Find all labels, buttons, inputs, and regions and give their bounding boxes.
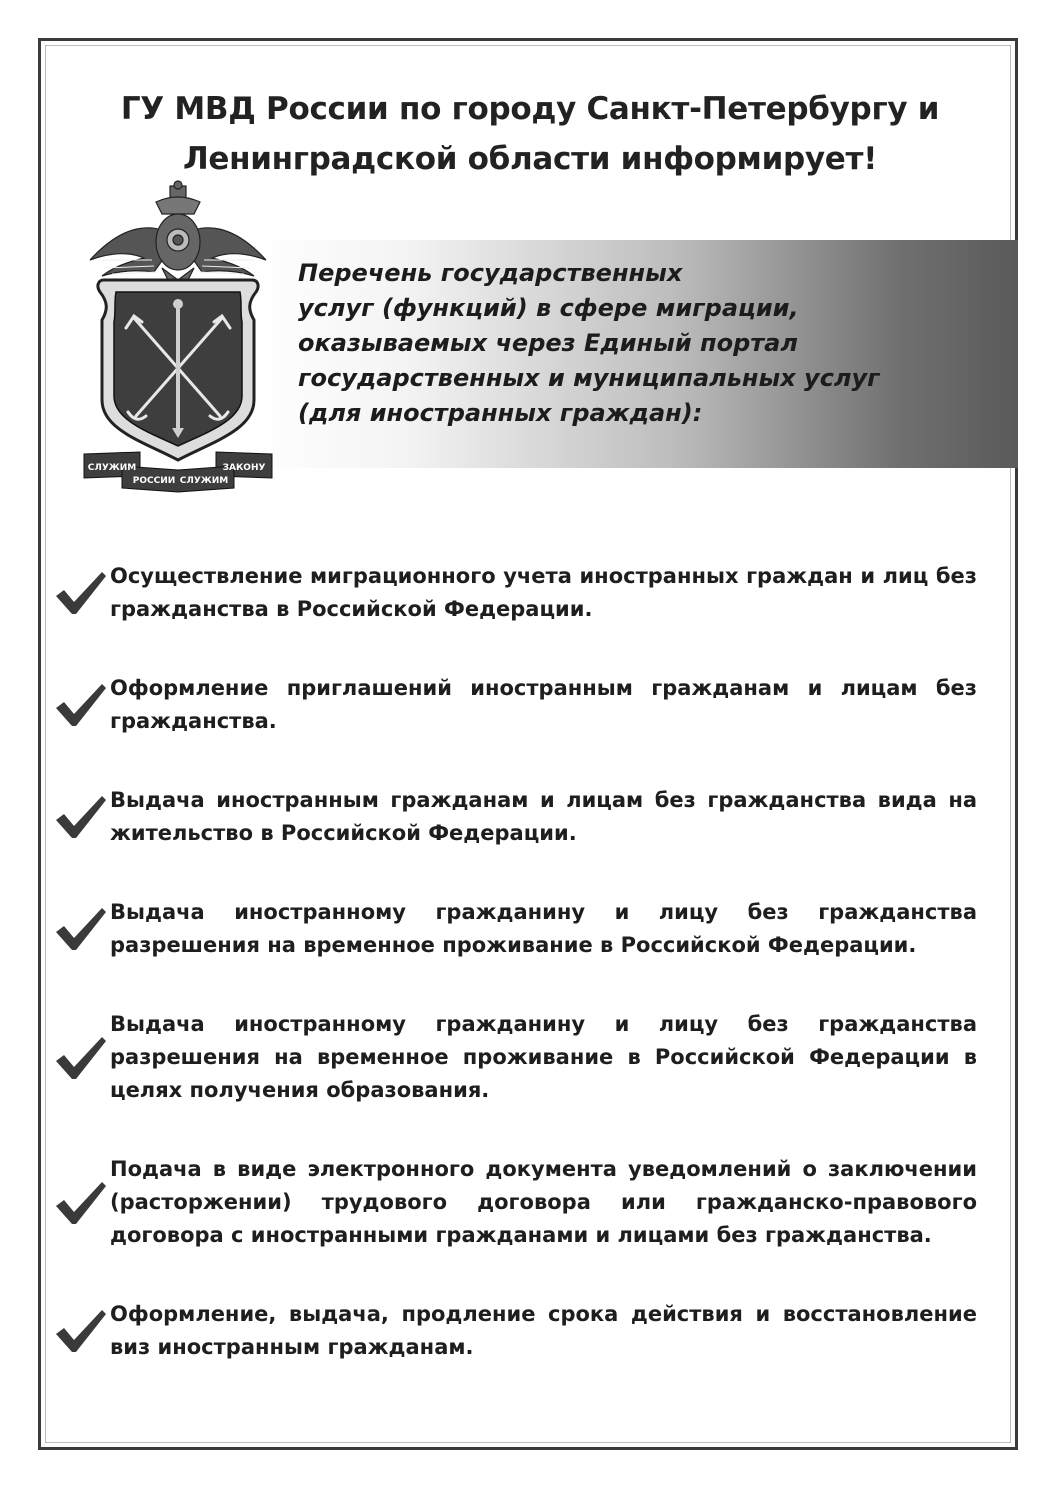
list-item (52, 560, 977, 626)
shield (98, 280, 258, 460)
banner-line: услуг (функций) в сфере миграции, (298, 294, 799, 322)
list-item (52, 896, 977, 962)
service-text: Оформление, выдача, продление срока действия и восстановление виз иностранным гражданам. (110, 1302, 977, 1359)
services-list (52, 560, 977, 1410)
banner-line: оказываемых через Единый портал (298, 329, 798, 357)
checkmark-icon (52, 904, 110, 954)
banner-heading (298, 256, 1008, 431)
service-text: Осуществление миграционного учета иностранных граждан и лиц без гражданства в Российской Федерации. (110, 564, 977, 621)
checkmark-icon (52, 792, 110, 842)
checkmark-icon (52, 1178, 110, 1228)
page-title (70, 84, 990, 184)
list-item (52, 672, 977, 738)
mvd-emblem-icon (82, 180, 274, 495)
eagle-body (156, 181, 200, 284)
banner-line: государственных и муниципальных услуг (298, 364, 880, 392)
list-item (52, 1298, 977, 1364)
banner-line: Перечень государственных (298, 259, 683, 287)
list-item (52, 1008, 977, 1107)
checkmark-icon (52, 680, 110, 730)
ribbon-text-right: ЗАКОНУ (222, 463, 266, 473)
title-line-2: Ленинградской области информирует! (182, 141, 878, 177)
banner-line: (для иностранных граждан): (298, 399, 703, 427)
checkmark-icon (52, 1033, 110, 1083)
ribbon-text-center: РОССИИ (132, 476, 176, 486)
checkmark-icon (52, 1306, 110, 1356)
service-text: Оформление приглашений иностранным гражданам и лицам без гражданства. (110, 676, 977, 733)
list-item (52, 1153, 977, 1252)
list-item (52, 784, 977, 850)
ribbon-text-left: СЛУЖИМ (87, 463, 137, 473)
service-text: Выдача иностранным гражданам и лицам без гражданства вида на жительство в Российской Федерации. (110, 788, 977, 845)
service-text: Подача в виде электронного документа уведомлений о заключении (расторжении) трудового договора или гражданско-правового договора с иностранными гражданами и лицами без гражданства. (110, 1157, 977, 1247)
service-text: Выдача иностранному гражданину и лицу без гражданства разрешения на временное проживание в Российской Федерации в целях получения образования. (110, 1012, 977, 1102)
ribbon-text-center-2: СЛУЖИМ (179, 476, 229, 486)
title-line-1: ГУ МВД России по городу Санкт-Петербургу и (120, 91, 940, 127)
service-text: Выдача иностранному гражданину и лицу без гражданства разрешения на временное проживание в Российской Федерации. (110, 900, 977, 957)
checkmark-icon (52, 568, 110, 618)
